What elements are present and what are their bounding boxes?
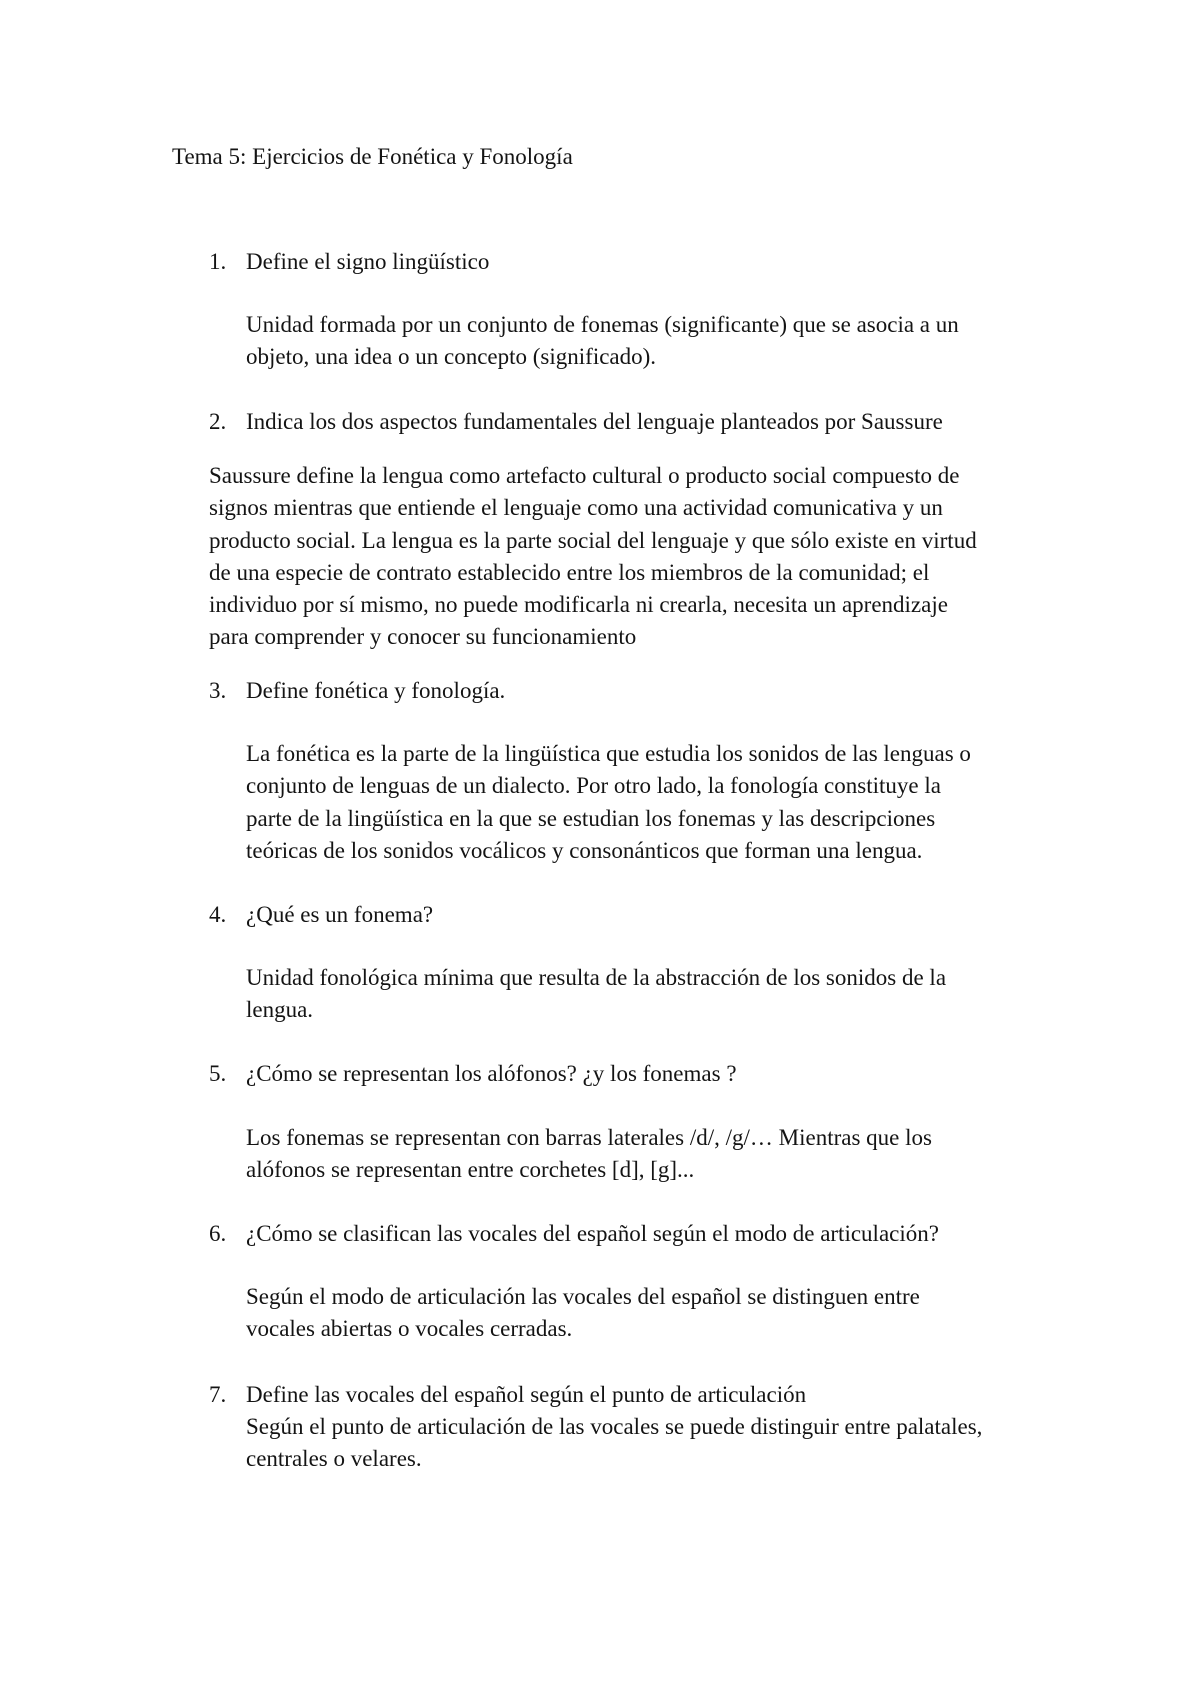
- question-text: Indica los dos aspectos fundamentales del lenguaje planteados por Saussure: [246, 409, 943, 434]
- question-number: 6.: [209, 1221, 227, 1246]
- answer-5: [246, 1122, 1046, 1187]
- answer-line: centrales o velares.: [246, 1446, 422, 1472]
- question-number: 2.: [209, 409, 227, 434]
- question-number: 5.: [209, 1061, 227, 1086]
- answer-line: Los fonemas se representan con barras laterales /d/, /g/… Mientras que los: [246, 1125, 932, 1150]
- question-text: Define fonética y fonología.: [246, 678, 506, 703]
- answer-line: producto social. La lengua es la parte social del lenguaje y que sólo existe en virtud: [209, 527, 977, 553]
- question-number: 1.: [209, 249, 227, 274]
- answer-line: signos mientras que entiende el lenguaje como una actividad comunicativa y un: [209, 495, 943, 521]
- answer-line: para comprender y conocer su funcionamiento: [209, 624, 637, 650]
- answer-line: parte de la lingüística en la que se estudian los fonemas y las descripciones: [246, 805, 936, 831]
- answer-4: [246, 962, 1046, 1027]
- answer-line: lengua.: [246, 997, 314, 1023]
- document-title: Tema 5: Ejercicios de Fonética y Fonología: [172, 144, 573, 169]
- question-text: ¿Cómo se representan los alófonos? ¿y los fonemas ?: [246, 1061, 737, 1086]
- answer-line: conjunto de lenguas de un dialecto. Por otro lado, la fonología constituye la: [246, 773, 941, 799]
- answer-line: Unidad fonológica mínima que resulta de la abstracción de los sonidos de la: [246, 965, 947, 990]
- answer-line: Saussure define la lengua como artefacto cultural o producto social compuesto de: [209, 463, 960, 488]
- answer-1: [246, 309, 1046, 374]
- answer-6: [246, 1281, 1046, 1346]
- answer-line: individuo por sí mismo, no puede modificarla ni crearla, necesita un aprendizaje: [209, 592, 948, 618]
- answer-line: La fonética es la parte de la lingüística que estudia los sonidos de las lenguas o: [246, 741, 971, 766]
- question-text: ¿Cómo se clasifican las vocales del español según el modo de articulación?: [246, 1221, 939, 1246]
- answer-2: [209, 460, 1029, 654]
- answer-line: alófonos se representan entre corchetes [d], [g]...: [246, 1157, 695, 1183]
- answer-line: teóricas de los sonidos vocálicos y consonánticos que forman una lengua.: [246, 837, 923, 863]
- question-text: Define el signo lingüístico: [246, 249, 490, 274]
- answer-line: Según el punto de articulación de las vocales se puede distinguir entre palatales,: [246, 1414, 983, 1439]
- answer-line: Según el modo de articulación las vocales del español se distinguen entre: [246, 1284, 920, 1309]
- question-number: 4.: [209, 902, 227, 927]
- answer-7: [246, 1411, 1046, 1476]
- answer-line: objeto, una idea o un concepto (significado).: [246, 344, 657, 370]
- question-number: 7.: [209, 1382, 227, 1407]
- answer-line: Unidad formada por un conjunto de fonemas (significante) que se asocia a un: [246, 312, 959, 337]
- answer-3: [246, 738, 1046, 867]
- question-text: Define las vocales del español según el punto de articulación: [246, 1382, 807, 1407]
- question-text: ¿Qué es un fonema?: [246, 902, 434, 927]
- answer-line: de una especie de contrato establecido entre los miembros de la comunidad; el: [209, 559, 930, 585]
- question-number: 3.: [209, 678, 227, 703]
- answer-line: vocales abiertas o vocales cerradas.: [246, 1316, 573, 1342]
